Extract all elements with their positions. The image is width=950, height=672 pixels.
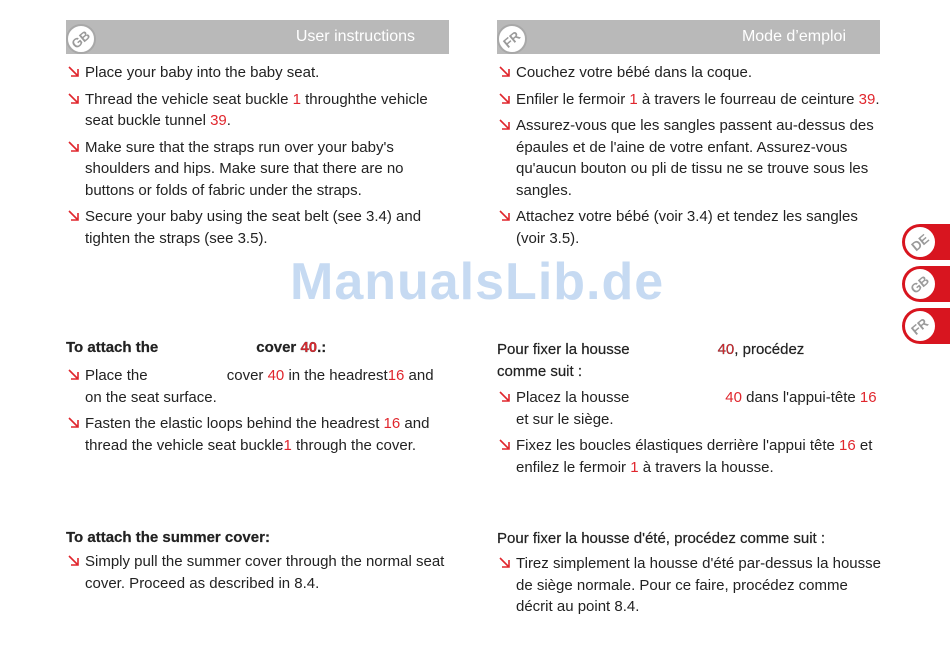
bullet-arrow-icon	[497, 554, 513, 570]
bullet-arrow-icon	[497, 388, 513, 404]
step-text: Secure your baby using the seat belt (see 3.4) and tighten the straps (see 3.5).	[85, 208, 422, 247]
part-number: 1	[630, 458, 639, 476]
part-number: 16	[839, 437, 856, 454]
step-text: Fixez les boucles élastiques derrière l'appui tête	[516, 437, 840, 454]
step-text: dans l'appui-tête	[741, 389, 860, 406]
step-text: Tirez simplement la housse d'été par-dessus la housse de siège normale. Pour ce faire, procédez comme décrit au point 8.4.	[516, 555, 881, 615]
instruction-step	[497, 89, 882, 111]
step-text: through the cover.	[291, 436, 417, 454]
step-text: et sur le siège.	[516, 410, 614, 428]
bullet-arrow-icon	[66, 63, 82, 79]
step-text: in the headrest	[284, 367, 388, 384]
step-text: Fasten the elastic loops behind the headrest	[85, 415, 384, 432]
instruction-step	[66, 413, 451, 456]
manualslib-watermark: ManualsLib.de	[290, 253, 665, 311]
step-text: and on the seat surface.	[85, 367, 434, 406]
de-tab-badge: DE	[905, 227, 935, 257]
gb-tab-badge: GB	[905, 269, 935, 299]
step-text: .	[875, 90, 880, 108]
step-text: Make sure that the straps run over your baby's shoulders and hips. Make sure that there are no buttons or folds of fabric under the straps.	[85, 138, 404, 199]
instruction-step	[66, 206, 451, 249]
bullet-arrow-icon	[497, 207, 513, 223]
step-text: and thread the vehicle seat buckle	[85, 415, 430, 454]
instruction-step	[497, 62, 882, 84]
step-text: Thread the vehicle seat buckle	[85, 90, 293, 108]
step-text: Place the	[85, 367, 152, 384]
instruction-step	[497, 553, 882, 618]
right-heading-summer-cover: Pour fixer la housse d'été, procédez comme suit :	[497, 530, 826, 547]
step-text: cover	[226, 367, 268, 384]
instruction-step	[497, 387, 882, 430]
step-text: Couchez votre bébé dans la coque.	[516, 64, 752, 81]
step-text: Assurez-vous que les sangles passent au-dessus des épaules et de l'aine de votre enfant. Assurez-vous qu'aucun bouton ou pli de tissu ne se trouve sous les sangles.	[516, 117, 874, 199]
part-number: 40	[725, 389, 742, 406]
bullet-arrow-icon	[66, 90, 82, 106]
bullet-arrow-icon	[66, 207, 82, 223]
bullet-arrow-icon	[66, 414, 82, 430]
instruction-step	[66, 62, 451, 84]
right-steps-section-2	[497, 387, 882, 483]
step-text: Attachez votre bébé (voir 3.4) et tendez les sangles (voir 3.5).	[516, 208, 858, 247]
instruction-step	[497, 115, 882, 201]
part-number: 16	[387, 367, 405, 384]
right-steps-section-3	[497, 553, 882, 623]
bullet-arrow-icon	[66, 552, 82, 568]
step-text: Placez la housse	[516, 389, 634, 406]
fr-tab-badge: FR	[905, 311, 935, 341]
part-number: 40	[267, 367, 285, 384]
right-steps-section-1	[497, 62, 882, 254]
left-heading-attach-cover: To attach the cover 40.:	[66, 339, 327, 356]
bullet-arrow-icon	[497, 63, 513, 79]
step-text: throughthe vehicle seat buckle tunnel	[85, 90, 428, 129]
part-number: 39	[210, 112, 227, 129]
right-header-title: Mode d’emploi	[741, 28, 846, 45]
bullet-arrow-icon	[66, 366, 82, 382]
bullet-arrow-icon	[497, 116, 513, 132]
step-text: à travers la housse.	[638, 458, 774, 476]
step-text: Simply pull the summer cover through the normal seat cover. Proceed as described in 8.4.	[85, 553, 445, 592]
part-number: 1	[629, 90, 638, 108]
step-text: Enfiler le fermoir	[516, 90, 630, 108]
instruction-step	[497, 435, 882, 478]
left-header-title: User instructions	[295, 28, 415, 45]
left-steps-section-1	[66, 62, 451, 254]
bullet-arrow-icon	[497, 90, 513, 106]
side-tab-gb[interactable]	[902, 266, 950, 302]
instruction-step	[66, 365, 451, 408]
left-steps-section-2	[66, 365, 451, 461]
step-text: .	[226, 112, 231, 129]
bullet-arrow-icon	[66, 138, 82, 154]
instruction-step	[66, 551, 451, 594]
step-text: et enfilez le fermoir	[516, 437, 873, 476]
part-number: 16	[383, 415, 401, 432]
part-number: 16	[859, 389, 877, 406]
left-header-bar	[66, 20, 449, 54]
step-text: Place your baby into the baby seat.	[85, 64, 320, 81]
right-header-bar	[497, 20, 880, 54]
step-text	[634, 389, 726, 406]
left-steps-section-3	[66, 551, 451, 599]
instruction-step	[66, 137, 451, 202]
instruction-step	[66, 89, 451, 132]
bullet-arrow-icon	[497, 436, 513, 452]
gb-language-badge: GB	[66, 24, 96, 54]
part-number: 1	[292, 90, 301, 108]
instruction-step	[497, 206, 882, 249]
step-text	[152, 367, 227, 384]
side-tab-de[interactable]	[902, 224, 950, 260]
part-number: 1	[283, 436, 292, 454]
left-heading-summer-cover: To attach the summer cover:	[66, 529, 270, 546]
side-tab-fr[interactable]	[902, 308, 950, 344]
fr-language-badge: FR	[497, 24, 527, 54]
right-heading-attach-cover: Pour fixer la housse 40, procédez comme suit :	[497, 341, 805, 380]
step-text: à travers le fourreau de ceinture	[637, 90, 859, 108]
part-number: 39	[858, 90, 876, 108]
